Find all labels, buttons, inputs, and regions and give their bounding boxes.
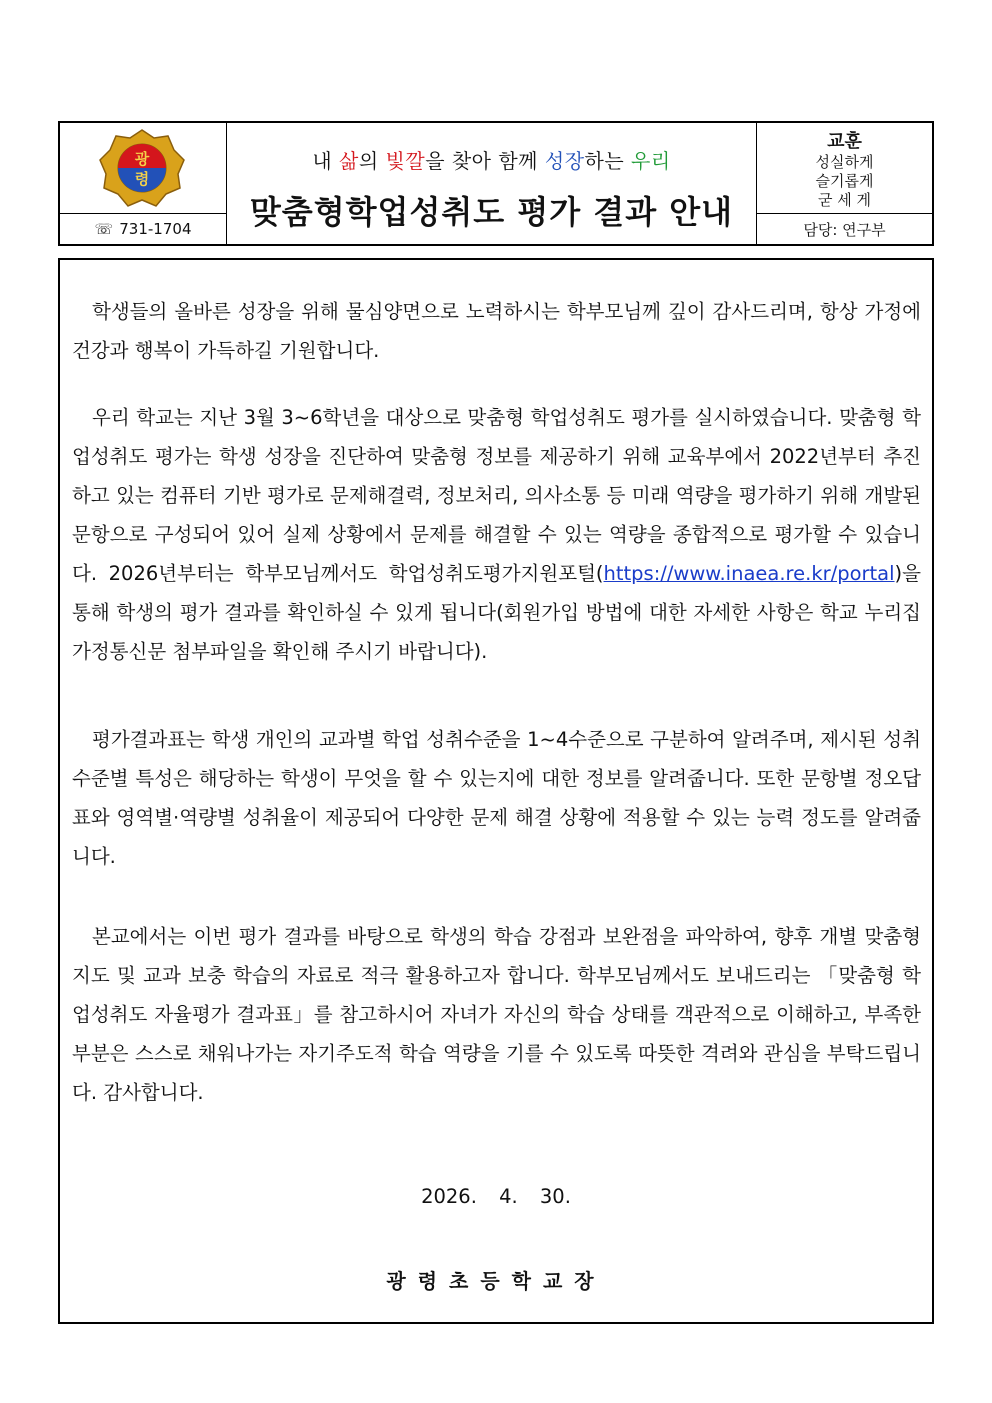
issue-date: 2026. 4. 30. <box>421 1185 571 1208</box>
letter-header <box>58 121 934 246</box>
emblem-text-bottom: 령 <box>134 170 150 188</box>
motto-line: 굳 세 게 <box>817 191 871 209</box>
motto-line: 성실하게 <box>815 153 874 171</box>
portal-link[interactable]: https://www.inaea.re.kr/portal <box>603 562 895 585</box>
letter-body <box>58 258 934 1324</box>
paragraph-result-table: 평가결과표는 학생 개인의 교과별 학업 성취수준을 1~4수준으로 구분하여 알려주며, 제시된 성취수준별 특성은 해당하는 학생이 무엇을 할 수 있는지에 대한 정보를 알려줍니다. 또한 문항별 정오답표와 영역별·역량별 성취율이 제공되어 다양한 문제 해결 상황에 적용할 수 있는 능력 정도를 알려줍니다. <box>72 728 921 868</box>
paragraph-greeting: 학생들의 올바른 성장을 위해 물심양면으로 노력하시는 학부모님께 깊이 감사드리며, 항상 가정에 건강과 행복이 가득하길 기원합니다. <box>72 300 921 362</box>
phone-icon: ☏ <box>94 220 114 238</box>
signer: 광령초등학교장 <box>386 1269 606 1293</box>
emblem-text-top: 광 <box>134 150 150 168</box>
paragraph-assessment-info <box>72 398 921 671</box>
slogan-word-life: 삶 <box>339 149 359 173</box>
slogan-word-growth: 성장 <box>544 149 585 173</box>
slogan-part: 을 찾아 함께 <box>425 149 545 173</box>
title-cell <box>227 123 757 244</box>
motto-title: 교훈 <box>827 131 862 152</box>
paragraph-text: 우리 학교는 지난 3월 3~6학년을 대상으로 맞춤형 학업성취도 평가를 실시하였습니다. 맞춤형 학업성취도 평가는 학생 성장을 진단하여 맞춤형 정보를 제공하기 위해 교육부에서 2022년부터 추진하고 있는 컴퓨터 기반 평가로 문제해결력, 정보처리, 의사소통 등 미래 역량을 평가하기 위해 개발된 문항으로 구성되어 있어 실제 상황에서 문제를 해결할 수 있는 역량을 종합적으로 평가할 수 있습니다. 2026년부터는 학부모님께서도 학업성취도평가지원포털( <box>72 406 921 585</box>
slogan-part: 내 <box>312 149 340 173</box>
motto-cell <box>757 123 932 214</box>
slogan-part: 하는 <box>584 149 632 173</box>
slogan-word-color: 빛깔 <box>385 149 426 173</box>
paragraph-text: )을 통해 학생의 평가 결과를 확인하실 수 있게 됩니다(회원가입 방법에 대한 자세한 사항은 학교 누리집 가정통신문 첨부파일을 확인해 주시기 바랍니다). <box>72 562 921 663</box>
department-cell: 담당: 연구부 <box>803 220 886 239</box>
motto-line: 슬기롭게 <box>815 172 874 190</box>
paragraph-closing: 본교에서는 이번 평가 결과를 바탕으로 학생의 학습 강점과 보완점을 파악하여, 향후 개별 맞춤형 지도 및 교과 보충 학습의 자료로 적극 활용하고자 합니다. 학부모님께서도 보내드리는 「맞춤형 학업성취도 자율평가 결과표」를 참고하시어 자녀가 자신의 학습 상태를 객관적으로 이해하고, 부족한 부분은 스스로 채워나가는 자기주도적 학습 역량을 기를 수 있도록 따뜻한 격려와 관심을 부탁드립니다. 감사합니다. <box>72 925 921 1104</box>
phone-cell <box>60 214 227 244</box>
phone-number: 731-1704 <box>119 220 192 238</box>
slogan-word-us: 우리 <box>631 149 671 173</box>
logo-cell <box>60 123 227 214</box>
document-title: 맞춤형학업성취도 평가 결과 안내 <box>249 193 734 231</box>
slogan-part: 의 <box>358 149 386 173</box>
slogan <box>227 145 756 174</box>
school-emblem-icon <box>98 128 186 208</box>
